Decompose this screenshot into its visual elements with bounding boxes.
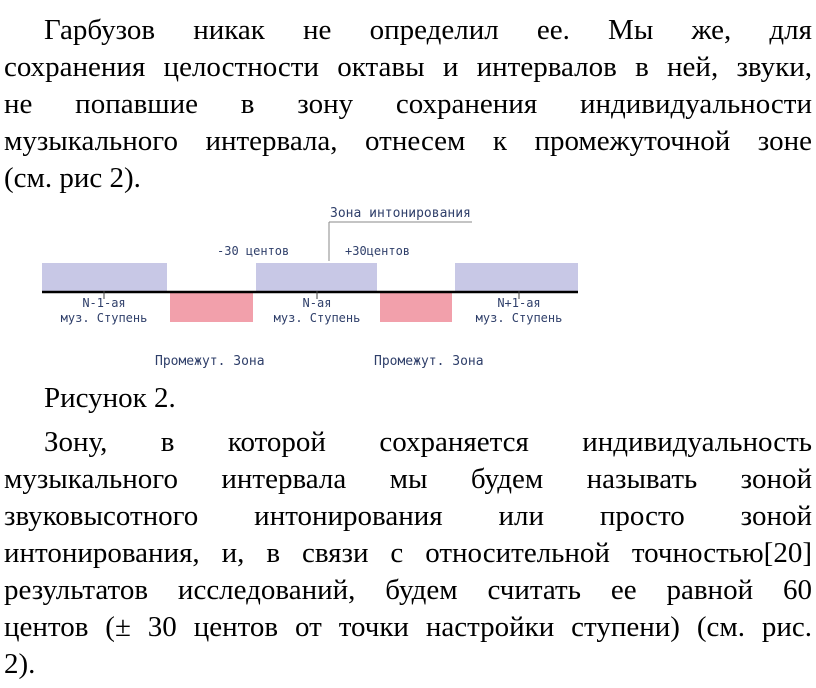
figure-intonation-zones: [0, 195, 816, 380]
plus-30-label: +30центов: [345, 244, 411, 258]
minus-30-label: -30 центов: [217, 244, 290, 258]
step-label: муз. Ступень: [273, 311, 361, 325]
paragraph-2: [4, 424, 812, 683]
intermediate-zone-2: [380, 292, 452, 322]
step-label: N-ая: [302, 296, 332, 310]
paragraph-2-line: музыкального интервала мы будем называть зоной: [4, 463, 812, 495]
paragraph-2-line: звуковысотного интонирования или просто зоной: [4, 500, 812, 532]
step-label: муз. Ступень: [475, 311, 563, 325]
zone-step-n: [256, 263, 377, 292]
paragraph-1-line: музыкального интервала, отнесем к промежуточной зоне: [4, 125, 812, 157]
step-label: N+1-ая: [497, 296, 541, 310]
zone-label: Зона интонирования: [330, 206, 471, 221]
zone-step-n-plus-1: [455, 263, 578, 292]
zone-step-n-minus-1: [42, 263, 167, 292]
step-label: муз. Ступень: [60, 311, 148, 325]
paragraph-1-line: не попавшие в зону сохранения индивидуальности: [4, 88, 812, 120]
paragraph-2-line: интонирования, и, в связи с относительной точностью[20]: [4, 537, 812, 569]
intermediate-zone-1: [170, 292, 253, 322]
intermediate-zone-label: Промежут. Зона: [374, 354, 484, 369]
paragraph-2-line: результатов исследований, будем считать ее равной 60: [4, 574, 812, 606]
paragraph-1-line: (см. рис 2).: [4, 162, 141, 194]
step-label: N-1-ая: [82, 296, 126, 310]
intermediate-zone-label: Промежут. Зона: [155, 354, 265, 369]
paragraph-2-line: 2).: [4, 648, 36, 680]
paragraph-2-line: центов (± 30 центов от точки настройки ступени) (см. рис.: [4, 611, 812, 643]
paragraph-1-line: сохранения целостности октавы и интервалов в ней, звуки,: [4, 51, 812, 83]
figure-caption: Рисунок 2.: [44, 382, 176, 414]
paragraph-1: [4, 12, 812, 197]
paragraph-1-line: Гарбузов никак не определил ее. Мы же, для: [44, 14, 812, 46]
paragraph-2-line: Зону, в которой сохраняется индивидуальность: [44, 426, 812, 458]
